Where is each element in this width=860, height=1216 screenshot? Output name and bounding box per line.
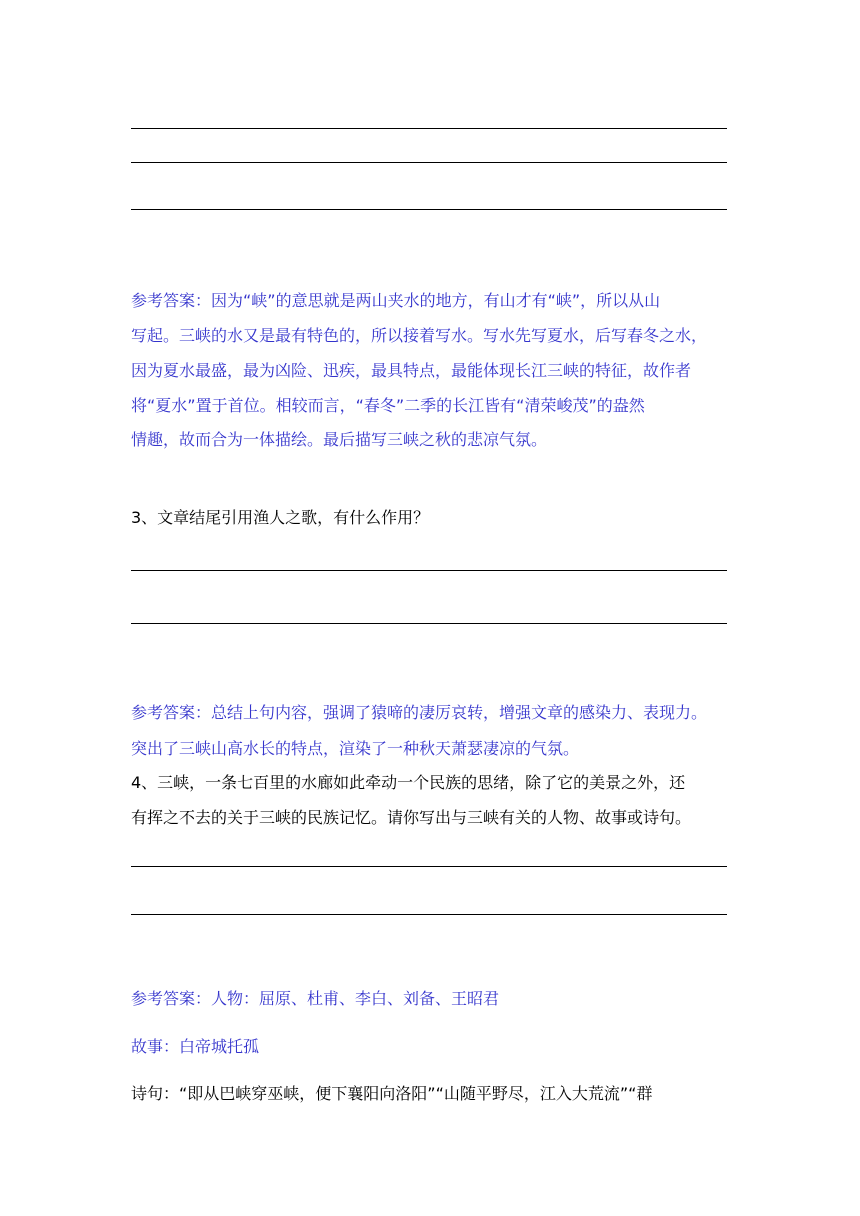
answer-line [131, 866, 727, 867]
answer-line [131, 623, 727, 624]
answer-text-line: 写起。三峡的水又是最有特色的，所以接着写水。写水先写夏水，后写春冬之水， [131, 326, 708, 345]
answer-story: 故事：白帝城托孤 [131, 1037, 260, 1056]
answer-line [131, 914, 727, 915]
answer-text-line: 参考答案：总结上句内容，强调了猿啼的凄厉哀转，增强文章的感染力、表现力。 [131, 703, 708, 722]
answer-line [131, 162, 727, 163]
question-3: 3、文章结尾引用渔人之歌，有什么作用？ [131, 508, 430, 527]
answer-line [131, 128, 727, 129]
answer-text-line: 因为夏水最盛，最为凶险、迅疾，最具特点，最能体现长江三峡的特征，故作者 [131, 361, 692, 380]
answer-people: 参考答案：人物：屈原、杜甫、李白、刘备、王昭君 [131, 989, 500, 1008]
answer-line [131, 570, 727, 571]
answer-text-line: 突出了三峡山高水长的特点，渲染了一种秋天萧瑟凄凉的气氛。 [131, 739, 580, 758]
question-text-line: 4、三峡，一条七百里的水廊如此牵动一个民族的思绪，除了它的美景之外，还 [131, 773, 686, 792]
answer-line [131, 209, 727, 210]
answer-text-line: 将“夏水”置于首位。相较而言，“春冬”二季的长江皆有“清荣峻茂”的盎然 [131, 396, 645, 415]
question-text-line: 有挥之不去的关于三峡的民族记忆。请你写出与三峡有关的人物、故事或诗句。 [131, 808, 692, 827]
answer-text-line: 参考答案：因为“峡”的意思就是两山夹水的地方，有山才有“峡”，所以从山 [131, 291, 661, 310]
answer-text-line: 情趣，故而合为一体描绘。最后描写三峡之秋的悲凉气氛。 [131, 430, 548, 449]
answer-poems: 诗句：“即从巴峡穿巫峡，便下襄阳向洛阳”“山随平野尽，江入大荒流”“群 [131, 1084, 653, 1103]
